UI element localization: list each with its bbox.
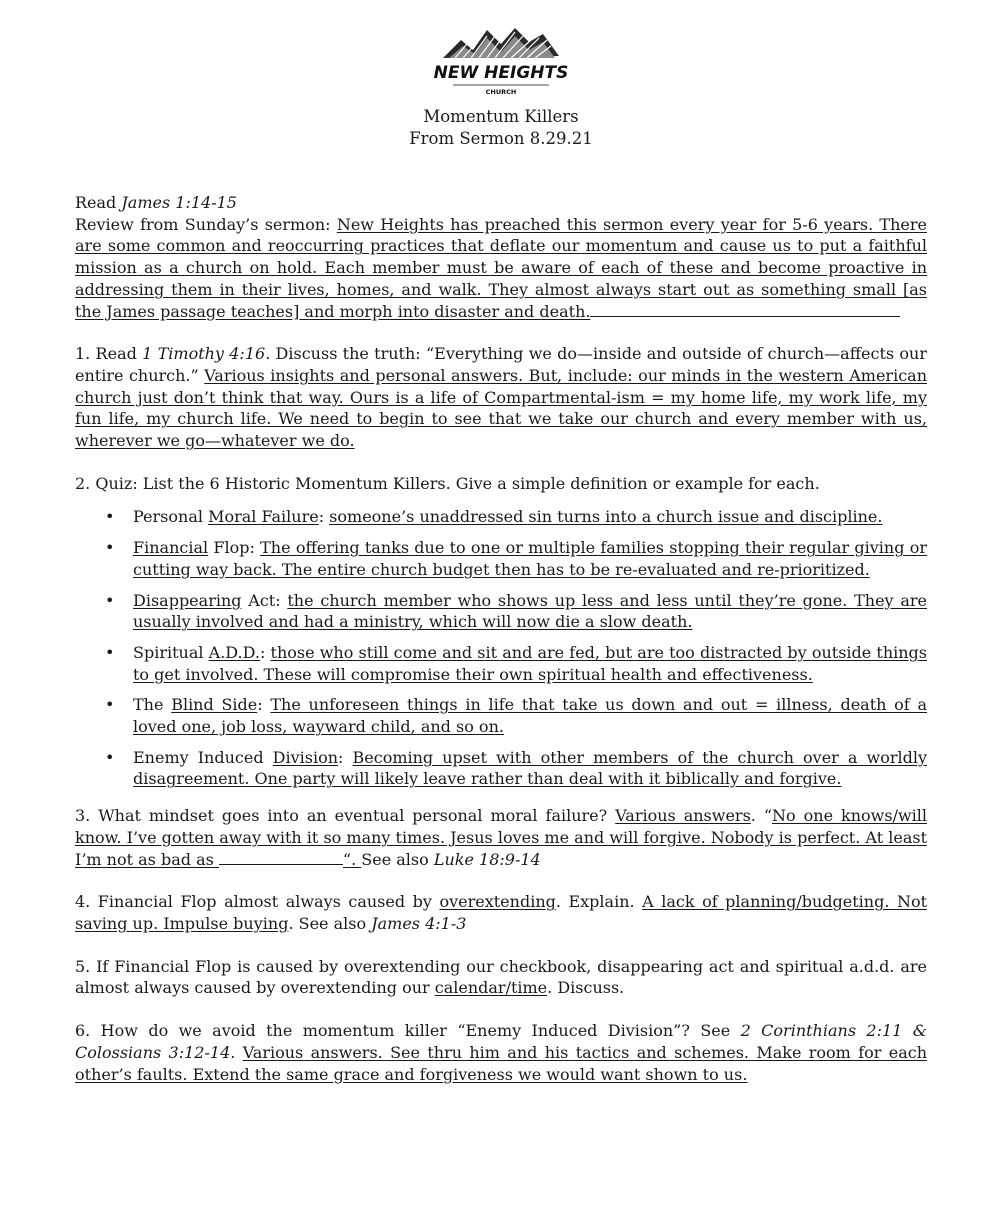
question-6: 6. How do we avoid the momentum killer “Enemy Induced Division”? See 2 Corinthians 2:11 & Colossians 3:12-14. Various answers. See thru him and his tactics and schemes. Make room for each other’s faults. Extend the same grace and forgiveness we would want shown to us. xyxy=(75,1021,928,1084)
title-line: Momentum Killers xyxy=(423,107,579,126)
question-1: 1. Read 1 Timothy 4:16. Discuss the truth: “Everything we do—inside and outside of church—affects our entire church.” Various insights and personal answers. But, include: our minds in the western American church just don’t think that way. Ours is a life of Compartmental-ism = my home life, my work life, my fun life, my church life. We need to begin to see that we take our church and every member with us, wherever we go—whatever we do. xyxy=(75,344,928,451)
review-answer: New Heights has preached this sermon every year for 5-6 years. There are some common and reoccurring practices that deflate our momentum and cause us to put a faithful mission as a church on hold. Each member must be aware of each of these and become proactive in addressing them in their lives, homes, and walk. They almost always start out as something small [as the James passage teaches] and morph into disaster and death. xyxy=(75,214,927,321)
list-item: • Financial Flop: The offering tanks due to one or multiple families stopping their regular giving or cutting way back. The entire church budget then has to be re-evaluated and re-prioritized. xyxy=(133,537,927,580)
question-5: 5. If Financial Flop is caused by overextending our checkbook, disappearing act and spiritual a.d.d. are almost always caused by overextending our calendar/time. Discuss. xyxy=(75,956,927,998)
list-item: • The Blind Side: The unforeseen things in life that take us down and out = illness, death of a loved one, job loss, wayward child, and so on. xyxy=(133,694,927,737)
page-title xyxy=(75,106,927,150)
momentum-killer-list xyxy=(75,506,927,790)
list-item: • Enemy Induced Division: Becoming upset with other members of the church over a worldly disagreement. One party will likely leave rather than deal with it biblically and forgive. xyxy=(133,747,927,790)
mountain-icon xyxy=(443,28,559,58)
scripture-ref: James 4:1-3 xyxy=(371,913,467,933)
list-item: • Disappearing Act: the church member who shows up less and less until they’re gone. They are usually involved and had a ministry, which will now die a slow death. xyxy=(133,590,927,633)
question-3: 3. What mindset goes into an eventual personal moral failure? Various answers. “No one knows/will know. I’ve gotten away with it so many times. Jesus loves me and will forgive. Nobody is perfect. At least I’m not as bad as “. See also Luke 18:9-14 xyxy=(75,806,928,869)
worksheet-page xyxy=(75,22,927,1085)
list-item: • Spiritual A.D.D.: those who still come and sit and are fed, but are too distracted by outside things to get involved. These will compromise their own spiritual health and effectiveness. xyxy=(133,642,927,685)
intro-review: Review from Sunday’s sermon: New Heights has preached this sermon every year for 5-6 years. There are some common and reoccurring practices that deflate our momentum and cause us to put a faithful mission as a church on hold. Each member must be aware of each of these and become proactive in addressing them in their lives, homes, and walk. They almost always start out as something small [as the James passage teaches] and morph into disaster and death. xyxy=(75,214,927,321)
scripture-ref: 2 Corinthians 2:11 & Colossians 3:12-14 xyxy=(75,1021,927,1062)
church-logo xyxy=(431,22,571,98)
answer-text: Various insights and personal answers. But, include: our minds in the western American church just don’t think that way. Ours is a life of Compartmental-ism = my home life, my work life, my fun life, my church life. We need to begin to see that we take our church and every member with us, wherever we go—whatever we do. xyxy=(75,365,928,451)
logo-name: NEW HEIGHTS xyxy=(433,63,569,83)
question-4: 4. Financial Flop almost always caused by overextending. Explain. A lack of planning/budgeting. Not saving up. Impulse buying. See also James 4:1-3 xyxy=(75,892,928,933)
question-2: 2. Quiz: List the 6 Historic Momentum Killers. Give a simple definition or example for each. xyxy=(75,473,820,493)
subtitle-line: From Sermon 8.29.21 xyxy=(409,129,593,148)
list-item: • Personal Moral Failure: someone’s unaddressed sin turns into a church issue and discipline. xyxy=(133,506,927,528)
intro-read: Read James 1:14-15 xyxy=(75,193,237,212)
scripture-ref: 1 Timothy 4:16 xyxy=(142,344,266,364)
scripture-ref: Luke 18:9-14 xyxy=(433,849,541,869)
logo-sub: CHURCH xyxy=(485,88,517,96)
scripture-ref: James 1:14-15 xyxy=(121,193,237,212)
